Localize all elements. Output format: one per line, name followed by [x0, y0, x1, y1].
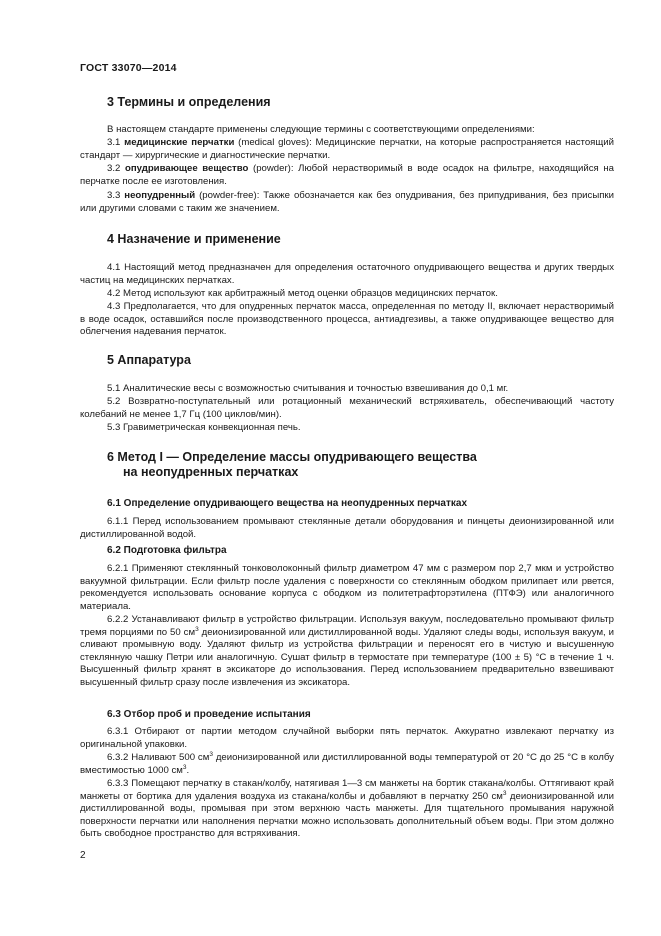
para-5-1: 5.1 Аналитические весы с возможностью считывания и точностью взвешивания до 0,1 мг. — [107, 383, 509, 394]
document-header: ГОСТ 33070—2014 — [80, 62, 177, 74]
para-4-1: 4.1 Настоящий метод предназначен для определения остаточного опудривающего вещества и других твердых частиц на медицинских перчатках. — [80, 262, 614, 286]
para-6-2-1: 6.2.1 Применяют стеклянный тонковолоконный фильтр диаметром 47 мм с размером пор 2,7 мкм и устройство вакуумной фильтрации. Если фильтр после удаления с поверхности со стеклянным ободком прилипает или рвется, рекомендуется использовать основание корпуса с ободком из политетрафторэтилена (ПТФЭ) или аналогичного материала. — [80, 563, 614, 612]
term-3-3: 3.3 неопудренный (powder-free): Также обозначается как без опудривания, без припудривания, без присыпки или другими словами с таким же значением. — [80, 190, 614, 214]
section-6-title: 6 Метод I — Определение массы опудривающего вещества на неопудренных перчатках — [107, 450, 477, 479]
para-6-3-2: 6.3.2 Наливают 500 $см^3$ деионизированной или дистиллированной воды температурой от 20 °С до 25 °С в колбу вместимостью 1000 $см^3$. — [80, 750, 614, 776]
para-5-2: 5.2 Возвратно-поступательный или ротационный механический встряхиватель, обеспечивающий частоту колебаний не менее 1,7 Гц (100 циклов/мин). — [80, 396, 614, 420]
section-3-title: 3 Термины и определения — [107, 95, 271, 109]
term-3-2: 3.2 опудривающее вещество (powder): Любой нерастворимый в воде осадок на фильтре, находящийся на перчатке после ее изготовления. — [80, 163, 614, 187]
para-6-2-2: 6.2.2 Устанавливают фильтр в устройство фильтрации. Используя вакуум, последовательно промывают фильтр тремя порциями по 50 $см^3$ деионизированной или дистиллированной воды. Удаляют следы воды, используя вакуум, и сливают промывную воду. Удаляют фильтр из устройства фильтрации и переносят его в чистую и высушенную стеклянную чашку Петри или аналогичную. Сушат фильтр в термостате при температуре (100 ± 5) °С в течение 1 ч. Высушенный фильтр хранят в эксикаторе до использования. Перед использованием предварительно взвешивают высушенный фильтр сразу после извлечения из эксикатора. — [80, 614, 615, 688]
page-number: 2 — [80, 850, 86, 861]
section-3-intro: В настоящем стандарте применены следующие термины с соответствующими определениями: — [107, 124, 535, 135]
section-5-title: 5 Аппаратура — [107, 353, 191, 367]
para-4-3: 4.3 Предполагается, что для опудренных перчаток масса, определенная по методу II, включает нерастворимый в воде осадок, оставшийся после производственного процесса, антиадгезивы, а также опудривающее вещество для облегчения надевания перчаток. — [80, 301, 614, 338]
para-6-3-1: 6.3.1 Отбирают от партии методом случайной выборки пять перчаток. Аккуратно извлекают перчатку из оригинальной упаковки. — [80, 726, 614, 750]
para-6-1-1: 6.1.1 Перед использованием промывают стеклянные детали оборудования и пинцеты деионизированной или дистиллированной водой. — [80, 516, 614, 540]
para-5-3: 5.3 Гравиметрическая конвекционная печь. — [107, 422, 301, 433]
subsection-6-2-title: 6.2 Подготовка фильтра — [107, 545, 227, 556]
subsection-6-1-title: 6.1 Определение опудривающего вещества на неопудренных перчатках — [107, 498, 468, 509]
subsection-6-3-title: 6.3 Отбор проб и проведение испытания — [107, 709, 311, 720]
para-4-2: 4.2 Метод используют как арбитражный метод оценки образцов медицинских перчаток. — [107, 288, 498, 299]
para-6-3-3: 6.3.3 Помещают перчатку в стакан/колбу, натягивая 1—3 см манжеты на бортик стакана/колбы. Оттягивают край манжеты от бортика для удаления воздуха из стакана/колбы и добавляют в перчатку 250 $см^3$ деионизированной или дистиллированной воды, промывая при этом верхнюю часть манжеты. Для тщательного промывания наружной поверхности перчатки или наполнения перчатки можно использовать дополнительный объем воды. При этом должно быть свободное пространство для встряхивания. — [80, 778, 614, 840]
section-4-title: 4 Назначение и применение — [107, 232, 281, 246]
term-3-1: 3.1 медицинские перчатки (medical gloves): Медицинские перчатки, на которые распространяется настоящий стандарт — хирургические и диагностические перчатки. — [80, 137, 614, 161]
